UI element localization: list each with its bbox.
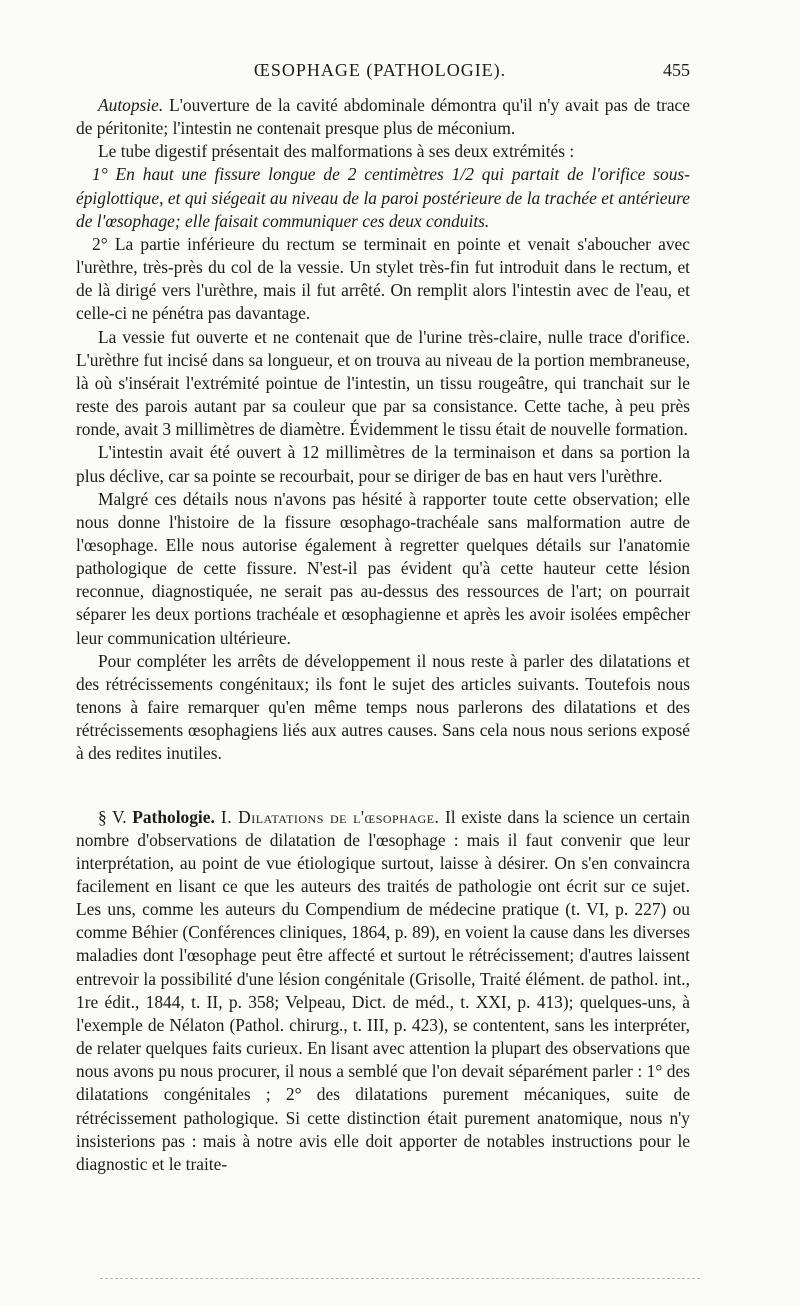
page-number: 455 [663, 60, 690, 80]
section-label: § V. [98, 806, 133, 827]
paragraph-intestin: L'intestin avait été ouvert à 12 millimètres de la terminaison et dans sa portion la plus déclive, car sa pointe se recourbait, pour se diriger de bas en haut vers l'urèthre. [76, 442, 690, 486]
running-title: ŒSOPHAGE (PATHOLOGIE). [253, 60, 507, 80]
paragraph-section-v [76, 806, 690, 1177]
paragraph-autopsie [76, 94, 690, 140]
section-text: Il existe dans la science un certain nombre d'observations de dilatation de l'œsophage : mais il faut convenir que leur interprétation, au point de vue étiologique surtout, laisse à désirer. On s'en convaincra facilement en lisant ce que les auteurs des traités de pathologie ont écrit sur ce sujet. Les uns, comme les auteurs du Compendium de médecine pratique (t. VI, p. 227) ou comme Béhier (Conférences cliniques, 1864, p. 89), en voient la cause dans les diverses maladies dont l'œsophage peut être affecté et surtout le rétrécissement; d'autres laissent entrevoir la possibilité d'une lésion congénitale (Grisolle, Traité élément. de pathol. int., 1re édit., 1844, t. II, p. 358; Velpeau, Dict. de méd., t. XXI, p. 413); quelques-uns, à l'exemple de Nélaton (Pathol. chirurg., t. III, p. 423), se contentent, sans les interpréter, de relater quelques faits curieux. En lisant avec attention la plupart des observations que nous avons pu nous procurer, il nous a semblé que l'on devait séparément parler : 1° des dilatations congénitales ; 2° des dilatations purement mécaniques, suite de rétrécissement pathologique. Si cette distinction était purement anatomique, nous n'y insisterions pas : mais à notre avis elle doit apporter de notables instructions pour le diagnostic et le traite- [76, 806, 690, 1174]
body-text [76, 94, 690, 1176]
footer-rule [100, 1278, 700, 1279]
paragraph-vessie: La vessie fut ouverte et ne contenait que de l'urine très-claire, nulle trace d'orifice. L'urèthre fut incisé dans sa longueur, et on trouva au niveau de la portion membraneuse, là où s'insérait l'extrémité pointue de l'intestin, un tissu rougeâtre, qui tranchait sur le reste des parois autant par sa couleur que par sa consistance. Cette tache, à peu près ronde, avait 3 millimètres de diamètre. Évidemment le tissu était de nouvelle formation. [76, 326, 690, 440]
item-1-text: 1° En haut une fissure longue de 2 centimètres 1/2 qui partait de l'orifice sous-épiglottique, et qui siégeait au niveau de la paroi postérieure de la trachée et antérieure de l'œsophage; elle faisait communiquer ces deux conduits. [76, 164, 690, 231]
section-title: Pathologie. [132, 806, 215, 827]
paragraph-completer: Pour compléter les arrêts de développement il nous reste à parler des dilatations et des rétrécissements congénitaux; ils font le sujet des articles suivants. Toutefois nous tenons à faire remarquer qu'en même temps nous parlerons des dilatations et des rétrécissements œsophagiens liés aux autres causes. Sans cela nous nous serions exposé à des redites inutiles. [76, 650, 690, 764]
autopsie-label: Autopsie. [98, 95, 164, 115]
page-header [70, 60, 690, 90]
section-subtitle: I. Dilatations de l'œsophage. [214, 806, 440, 827]
section-gap [76, 766, 690, 806]
paragraph-item-1 [76, 163, 690, 232]
paragraph-malgre: Malgré ces détails nous n'avons pas hésité à rapporter toute cette observation; elle nous donne l'histoire de la fissure œsophago-trachéale sans malformation autre de l'œsophage. Elle nous autorise également à regretter quelques détails sur l'anatomie pathologique de cette fissure. N'est-il pas évident qu'à cette hauteur cette lésion reconnue, diagnostiquée, ne serait pas au-dessus des ressources de l'art; on pourrait séparer les deux portions trachéale et œsophagienne et après les avoir isolées empêcher leur communication ultérieure. [76, 488, 690, 648]
autopsie-text: L'ouverture de la cavité abdominale démontra qu'il n'y avait pas de trace de péritonite; l'intestin ne contenait presque plus de méconium. [76, 95, 690, 139]
paragraph-tube: Le tube digestif présentait des malformations à ses deux extrémités : [98, 141, 575, 162]
paragraph-item-2: 2° La partie inférieure du rectum se terminait en pointe et venait s'aboucher avec l'urèthre, très-près du col de la vessie. Un stylet très-fin fut introduit dans le rectum, et de là dirigé vers l'urèthre, mais il fut arrêté. On remplit alors l'intestin avec de l'eau, et celle-ci ne pénétra pas davantage. [76, 233, 690, 324]
